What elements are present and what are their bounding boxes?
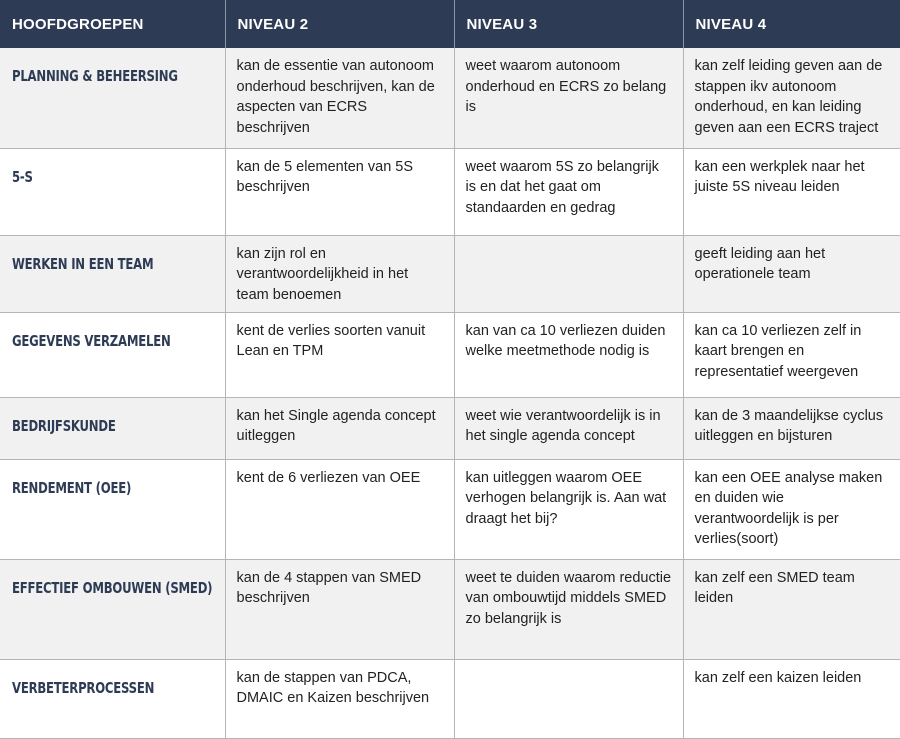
group-cell bbox=[0, 459, 225, 559]
niveau-2-cell: kan zijn rol en verantwoordelijkheid in het team benoemen bbox=[225, 235, 454, 312]
niveau-2-cell: kan de essentie van autonoom onderhoud beschrijven, kan de aspecten van ECRS beschrijven bbox=[225, 48, 454, 148]
table-row bbox=[0, 559, 900, 659]
niveau-3-cell: weet waarom autonoom onderhoud en ECRS zo belang is bbox=[454, 48, 683, 148]
niveau-2-cell: kan de 4 stappen van SMED beschrijven bbox=[225, 559, 454, 659]
group-label: GEGEVENS VERZAMELEN bbox=[12, 331, 171, 350]
group-label: EFFECTIEF OMBOUWEN (SMED) bbox=[12, 578, 213, 597]
niveau-4-cell: kan zelf een SMED team leiden bbox=[683, 559, 900, 659]
header-niveau-2: NIVEAU 2 bbox=[225, 0, 454, 48]
header-niveau-4: NIVEAU 4 bbox=[683, 0, 900, 48]
niveau-2-cell: kan de stappen van PDCA, DMAIC en Kaizen beschrijven bbox=[225, 659, 454, 738]
niveau-3-cell: weet waarom 5S zo belangrijk is en dat het gaat om standaarden en gedrag bbox=[454, 148, 683, 235]
group-cell bbox=[0, 397, 225, 459]
group-label: BEDRIJFSKUNDE bbox=[12, 416, 116, 435]
group-label: PLANNING & BEHEERSING bbox=[12, 67, 178, 85]
group-cell bbox=[0, 235, 225, 312]
niveau-3-cell bbox=[454, 235, 683, 312]
table-row bbox=[0, 459, 900, 559]
table-row bbox=[0, 48, 900, 148]
niveau-4-cell: kan de 3 maandelijkse cyclus uitleggen en bijsturen bbox=[683, 397, 900, 459]
niveau-3-cell: kan uitleggen waarom OEE verhogen belangrijk is. Aan wat draagt het bij? bbox=[454, 459, 683, 559]
table-row bbox=[0, 659, 900, 738]
niveau-4-cell: kan een werkplek naar het juiste 5S niveau leiden bbox=[683, 148, 900, 235]
niveau-3-cell bbox=[454, 659, 683, 738]
niveau-3-cell: weet wie verantwoordelijk is in het single agenda concept bbox=[454, 397, 683, 459]
table-row bbox=[0, 148, 900, 235]
group-label: WERKEN IN EEN TEAM bbox=[12, 254, 154, 273]
niveau-2-cell: kan de 5 elementen van 5S beschrijven bbox=[225, 148, 454, 235]
niveau-2-cell: kent de 6 verliezen van OEE bbox=[225, 459, 454, 559]
group-cell bbox=[0, 48, 225, 148]
niveau-2-cell: kent de verlies soorten vanuit Lean en TPM bbox=[225, 312, 454, 397]
niveau-3-cell: kan van ca 10 verliezen duiden welke meetmethode nodig is bbox=[454, 312, 683, 397]
table-row bbox=[0, 397, 900, 459]
niveau-4-cell: kan ca 10 verliezen zelf in kaart brengen en representatief weergeven bbox=[683, 312, 900, 397]
header-niveau-3: NIVEAU 3 bbox=[454, 0, 683, 48]
group-cell bbox=[0, 312, 225, 397]
group-cell bbox=[0, 148, 225, 235]
group-label: VERBETERPROCESSEN bbox=[12, 678, 155, 697]
niveau-2-cell: kan het Single agenda concept uitleggen bbox=[225, 397, 454, 459]
group-cell bbox=[0, 659, 225, 738]
niveau-3-cell: weet te duiden waarom reductie van ombouwtijd middels SMED zo belangrijk is bbox=[454, 559, 683, 659]
niveau-4-cell: kan een OEE analyse maken en duiden wie verantwoordelijk is per verlies(soort) bbox=[683, 459, 900, 559]
table-row bbox=[0, 235, 900, 312]
niveau-4-cell: kan zelf leiding geven aan de stappen ikv autonoom onderhoud, en kan leiding geven aan een ECRS traject bbox=[683, 48, 900, 148]
group-label: RENDEMENT (OEE) bbox=[12, 478, 132, 497]
header-hoofdgroepen: HOOFDGROEPEN bbox=[0, 0, 225, 48]
header-row bbox=[0, 0, 900, 48]
group-label: 5-S bbox=[12, 167, 33, 186]
niveau-4-cell: kan zelf een kaizen leiden bbox=[683, 659, 900, 738]
niveau-4-cell: geeft leiding aan het operationele team bbox=[683, 235, 900, 312]
table-row bbox=[0, 312, 900, 397]
group-cell bbox=[0, 559, 225, 659]
